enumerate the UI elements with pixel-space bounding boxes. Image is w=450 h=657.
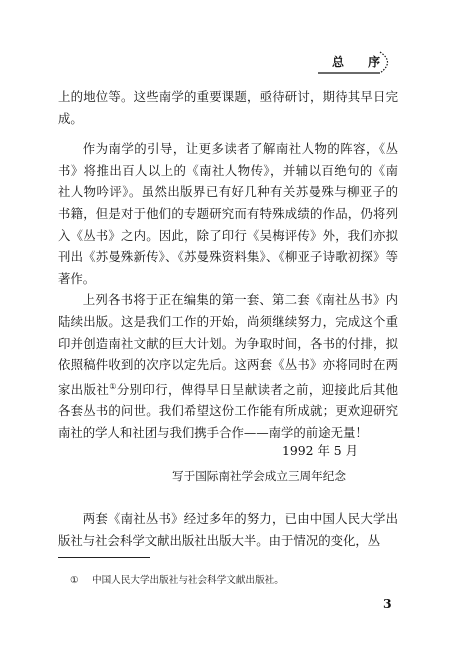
- paragraph-text-after-note: 分别印行，俾得早日呈献读者之前，迎接此后其他各套丛书的问世。我们希望这份工作能有所成就；更欢迎研究南社的学人和社团与我们携手合作——南学的前途无量！: [58, 381, 399, 440]
- footnote-marker: ①: [70, 575, 79, 586]
- paragraph-continued: 上的地位等。这些南学的重要课题，亟待研讨，期待其早日完成。: [58, 89, 398, 126]
- paragraph-publication-plan: [58, 289, 398, 443]
- signature-occasion: 写于国际南社学会成立三周年纪念: [172, 469, 346, 483]
- footnote-reference[interactable]: ①: [109, 381, 117, 391]
- postscript-paragraph: [58, 508, 398, 551]
- signature-date: 1992 年 5 月: [282, 443, 359, 458]
- body-text: [58, 86, 398, 444]
- footnote-text: 中国人民大学出版社与社会科学文献出版社。: [92, 575, 284, 586]
- page-number: 3: [383, 596, 392, 611]
- paragraph-guide: 作为南学的引导，让更多读者了解南社人物的阵容，《丛书》将推出百人以上的《南社人物传》，并辅以百绝句的《南社人物吟评》。虽然出版界已有好几种有关苏曼殊与柳亚子的书籍，但是对于他们的专题研究而有特殊成绩的作品，仍将列入《丛书》之内。因此，除了印行《吴梅评传》外，我们亦拟刊出《苏曼殊新传》、《苏曼殊资料集》、《柳亚子诗歌初探》等著作。: [58, 141, 398, 286]
- running-header-title: 总 序: [332, 55, 391, 69]
- footnote: [70, 572, 284, 586]
- postscript-text: 两套《南社丛书》经过多年的努力，已由中国人民大学出版社与社会科学文献出版社出版大半。由于情况的变化，丛: [58, 511, 398, 548]
- paragraph-text-before-note: 上列各书将于正在编集的第一套、第二套《南社丛书》内陆续出版。这是我们工作的开始，尚须继续努力，完成这个重印并创造南社文献的巨大计划。为争取时间，各书的付排，拟依照稿件收到的次序以定先后。这两套《丛书》亦将同时在两家出版社: [58, 292, 398, 397]
- running-header: [318, 50, 396, 74]
- footnote-divider: [58, 557, 150, 558]
